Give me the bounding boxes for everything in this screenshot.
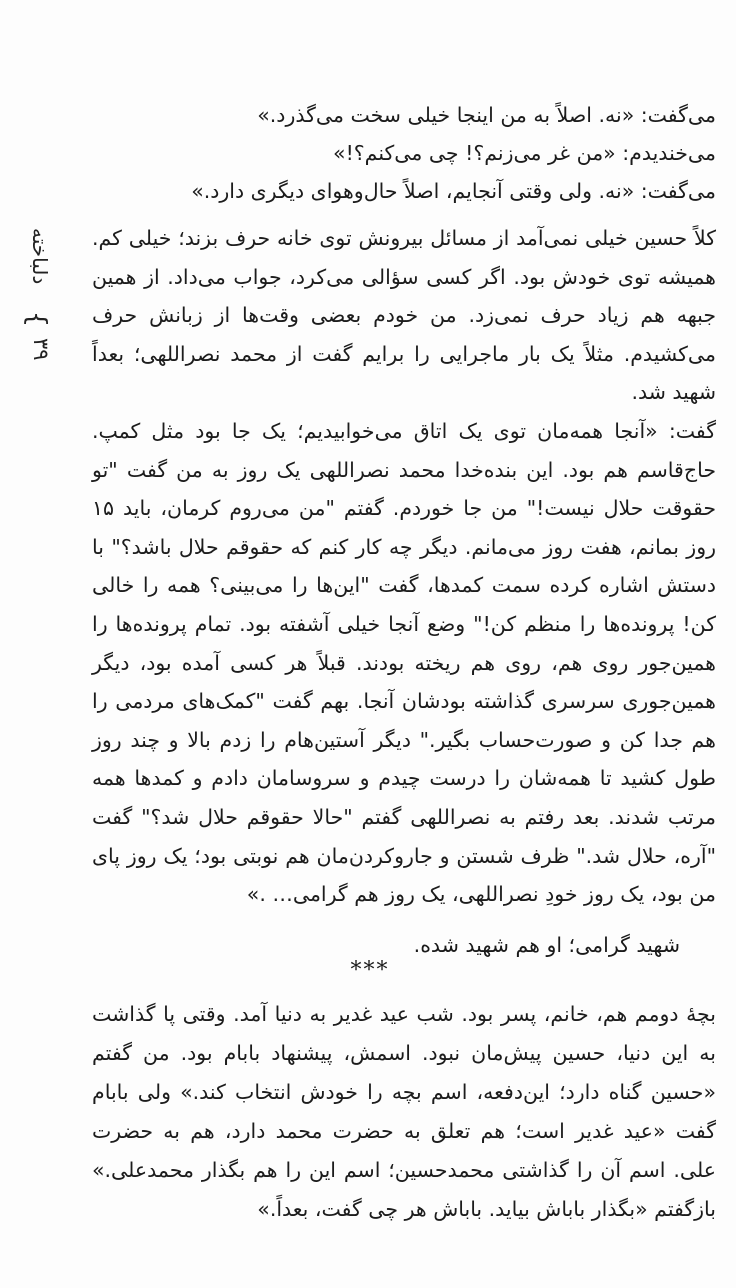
paragraph: کلاً حسین خیلی نمی‌آمد از مسائل بیرونش توی خانه حرف بزند؛ خیلی کم. همیشه توی خودش بود. اگر کسی سؤالی می‌کرد، جواب می‌داد. از همین جبهه هم زیاد حرف نمی‌زد. من خودم بعضی وقت‌ها از زبانش حرف می‌کشیدم. مثلاً یک بار ماجرایی را برایم گفت از محمد نصراللهی؛ بعداً شهید شد. xyxy=(92,226,716,405)
header-brace-ornament: { xyxy=(21,310,52,328)
section-separator: *** xyxy=(350,958,390,983)
martyr-note: شهید گرامی؛ او هم شهید شده. xyxy=(413,933,680,957)
running-header xyxy=(18,228,62,408)
dialogue-line: می‌گفت: «نه. ولی وقتی آنجایم، اصلاً حال‌وهوای دیگری دارد.» xyxy=(191,179,716,203)
paragraph: گفت: «آنجا همه‌مان توی یک اتاق می‌خوابیدیم؛ یک جا بود مثل کمپ. حاج‌قاسم هم بود. این بنده‌خدا محمد نصراللهی یک روز به من گفت "تو حقوقت حلال نیست!" من جا خوردم. گفتم "من می‌روم کرمان، باید ۱۵ روز بمانم، هفت روز می‌مانم. دیگر چه کار کنم که حقوقم حلال باشد؟" با دستش اشاره کرده سمت کمدها، گفت "این‌ها را می‌بینی؟ همه را خالی کن! پرونده‌ها را منظم کن!" وضع آنجا خیلی آشفته بود. تمام پرونده‌ها را همین‌جور روی هم، روی هم ریخته بودند. قبلاً هر کسی آمده بود، دیگر همین‌جوری سرسری گذاشته بودشان آنجا. بهم گفت "کمک‌های مردمی را هم جدا کن و صورت‌حساب بگیر." دیگر آستین‌هام را زدم بالا و چند روز طول کشید تا همه‌شان را درست چیدم و سروسامان دادم و کمدها همه مرتب شدند. بعد رفتم به نصراللهی گفتم "حالا حقوقم حلال شد؟" گفت "آره، حلال شد." ظرف شستن و جاروکردن‌مان هم نوبتی بود؛ یک روز پای من بود، یک روز خودِ نصراللهی، یک روز هم گرامی… .» xyxy=(92,418,716,907)
dialogue-line: می‌گفت: «نه. اصلاً به من اینجا خیلی سخت می‌گذرد.» xyxy=(257,103,716,127)
page-number: ۳۹ xyxy=(29,338,53,361)
main-text xyxy=(92,219,716,914)
paragraph: بچهٔ دومم هم، خانم، پسر بود. شب عید غدیر به دنیا آمد. وقتی پا گذاشت به این دنیا، حسین پیش‌مان نبود. اسمش، پیشنهاد بابام بود. من گفتم «حسین گناه دارد؛ این‌دفعه، اسم بچه را خودش انتخاب کند.» ولی بابام گفت «عید غدیر است؛ هم تعلق به حضرت محمد دارد، هم به حضرت علی. اسم آن را گذاشتی محمدحسین؛ اسم این را هم بگذار محمدعلی.» بازگفتم «بگذار باباش بیاید. باباش هر چی گفت، بعداً.» xyxy=(92,1002,716,1221)
dialogue-block xyxy=(94,96,716,210)
running-title: دلباخته xyxy=(28,228,52,285)
dialogue-line: می‌خندیدم: «من غر می‌زنم؟! چی می‌کنم؟!» xyxy=(333,141,716,165)
second-section-text xyxy=(92,995,716,1229)
